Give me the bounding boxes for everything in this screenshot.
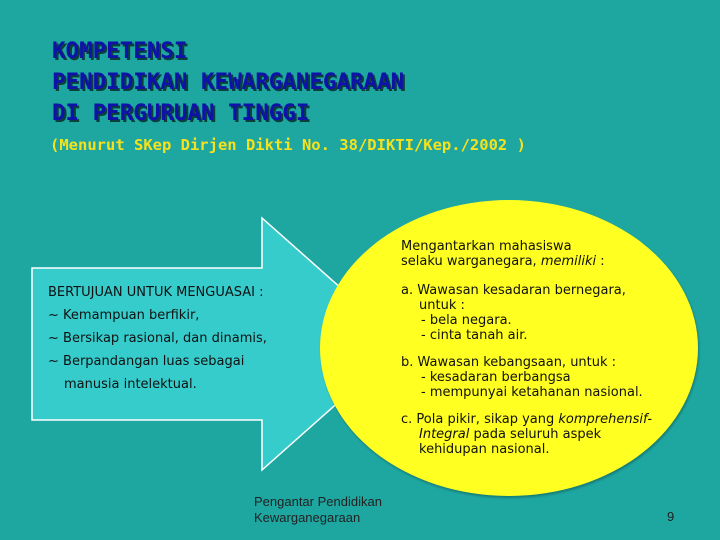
- title-line-2: PENDIDIKAN KEWARGANEGARAAN: [52, 69, 405, 95]
- item-a-line: - bela negara.: [421, 313, 512, 328]
- arrow-item-continuation: manusia intelektual.: [64, 377, 197, 392]
- item-b-line: - kesadaran berbangsa: [421, 370, 571, 385]
- arrow-item: ~ Bersikap rasional, dan dinamis,: [48, 331, 267, 346]
- item-b-line: b. Wawasan kebangsaan, untuk :: [401, 355, 617, 370]
- circle-item-a: [401, 283, 652, 343]
- circle-text: [401, 239, 652, 469]
- item-c-italic: komprehensif-: [558, 412, 653, 427]
- slide-subtitle: (Menurut SKep Dirjen Dikti No. 38/DIKTI/Kep./2002 ): [50, 136, 526, 154]
- circle-item-c: [401, 412, 652, 457]
- footer-line: Kewarganegaraan: [254, 510, 361, 525]
- circle-item-b: [401, 355, 652, 400]
- circle-lead-line: Mengantarkan mahasiswa: [401, 239, 572, 254]
- page-number: 9: [667, 509, 675, 524]
- title-line-3: DI PERGURUAN TINGGI: [52, 100, 310, 126]
- circle-lead-italic: memiliki: [540, 254, 597, 269]
- arrow-heading: BERTUJUAN UNTUK MENGUASAI :: [48, 285, 264, 300]
- item-c-suffix: pada seluruh aspek: [469, 427, 602, 442]
- footer-course-name: [254, 494, 382, 526]
- arrow-item: ~ Kemampuan berfikir,: [48, 308, 200, 323]
- item-c-line: [401, 427, 652, 442]
- circle-lead-suffix: :: [596, 254, 605, 269]
- title-line-1: KOMPETENSI: [52, 38, 188, 64]
- arrow-item: ~ Berpandangan luas sebagai: [48, 354, 245, 369]
- item-a-line: - cinta tanah air.: [421, 328, 528, 343]
- circle-lead-prefix: selaku warganegara,: [401, 254, 541, 269]
- item-c-italic: Integral: [419, 427, 470, 442]
- item-c-line: kehidupan nasional.: [419, 442, 550, 457]
- item-c-prefix: c. Pola pikir, sikap yang: [401, 412, 559, 427]
- item-a-line: a. Wawasan kesadaran bernegara,: [401, 283, 626, 298]
- circle-lead-line: [401, 254, 652, 269]
- item-a-line: untuk :: [419, 298, 465, 313]
- arrow-text: [48, 284, 267, 399]
- item-b-line: - mempunyai ketahanan nasional.: [421, 385, 643, 400]
- item-c-line: [401, 412, 652, 427]
- slide-title: [52, 36, 404, 129]
- circle-lead: [401, 239, 652, 269]
- footer-line: Pengantar Pendidikan: [254, 494, 382, 509]
